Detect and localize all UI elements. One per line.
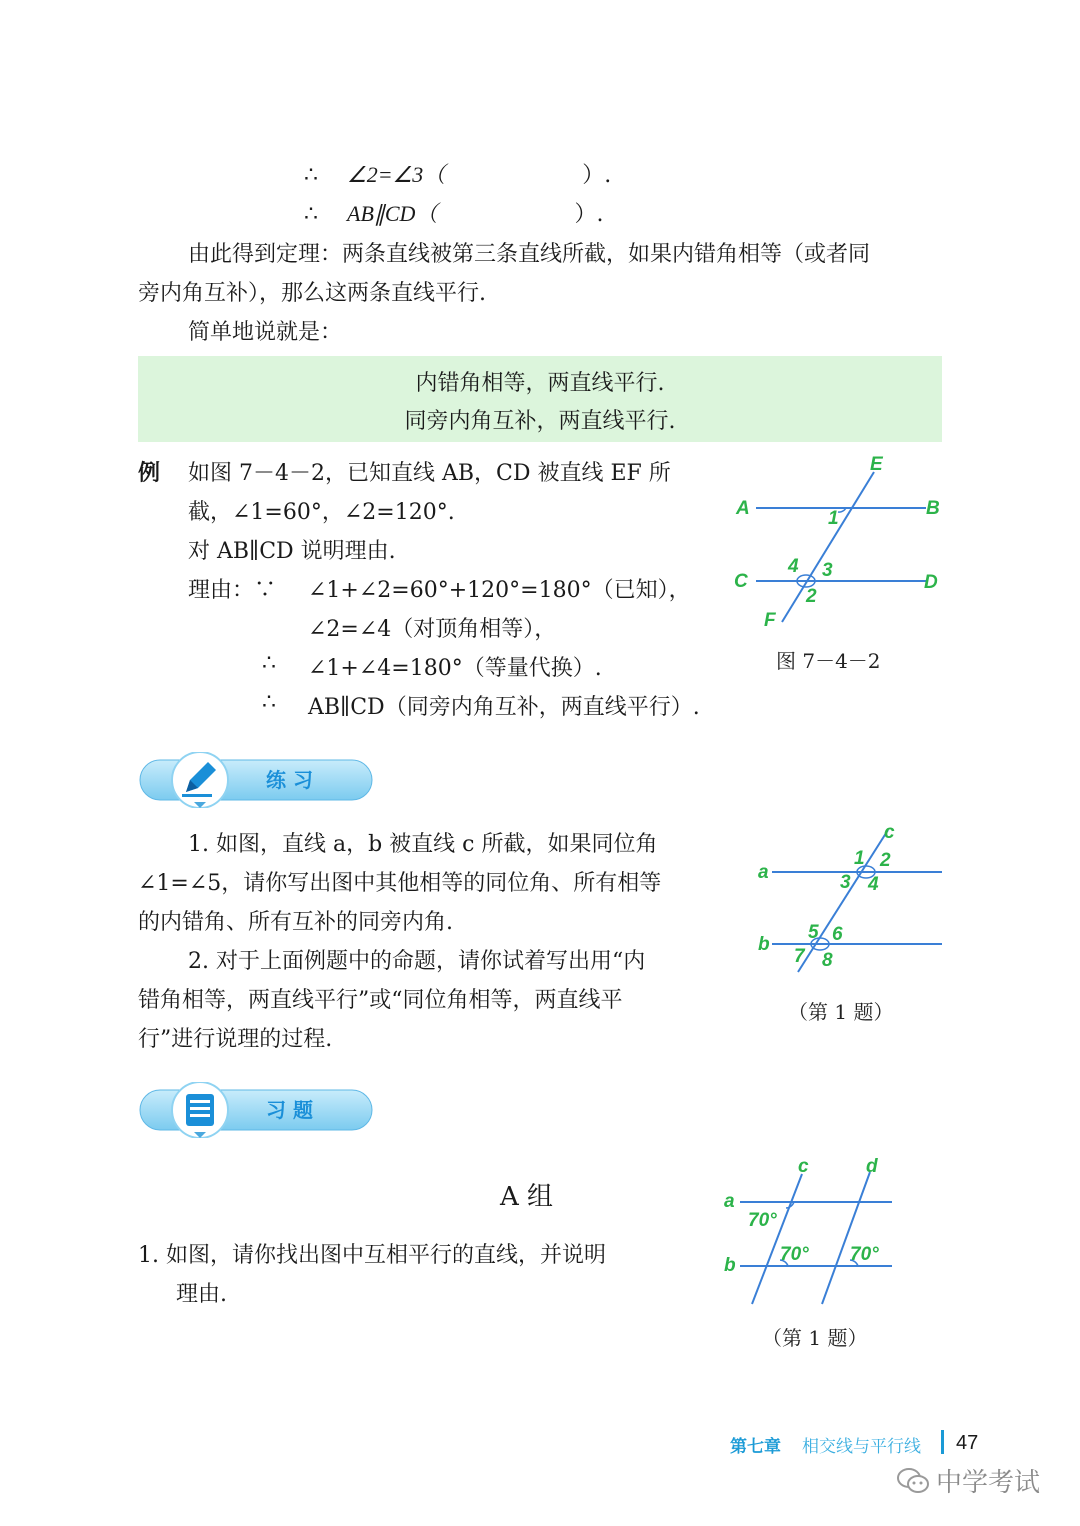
group-heading: A 组 — [500, 1182, 554, 1212]
label-E: E — [870, 454, 883, 475]
watermark — [896, 1462, 1040, 1499]
angle-label-6: 6 — [832, 924, 843, 945]
label-a: a — [758, 862, 769, 883]
practice-figure — [752, 820, 952, 980]
angle-label-7: 7 — [794, 946, 805, 967]
theorem-line-2: 旁内角互补），那么这两条直线平行. — [138, 281, 486, 306]
footer-chapter-title: 相交线与平行线 — [802, 1437, 921, 1457]
label-C: C — [734, 571, 748, 592]
reason-line-1: ∠1+∠2=60°+120°=180°（已知）， — [308, 578, 691, 603]
angle-label-2: 2 — [880, 850, 891, 871]
exercise-q1-line-2: 理由. — [176, 1282, 227, 1307]
practice-q1-line-3: 的内错角、所有互补的同旁内角. — [138, 910, 453, 935]
reason-line-3: ∠1+∠4=180°（等量代换）. — [308, 656, 602, 681]
angle-label-70-c: 70° — [850, 1244, 879, 1265]
label-d: d — [866, 1156, 878, 1177]
label-c: c — [884, 822, 895, 843]
angle-label-1: 1 — [828, 508, 839, 529]
theorem-line-1: 由此得到定理：两条直线被第三条直线所截，如果内错角相等（或者同 — [188, 242, 871, 267]
angle-label-4: 4 — [788, 556, 799, 577]
therefore-symbol: ∴ — [304, 163, 318, 188]
proof-line-2 — [304, 197, 603, 228]
figure-caption: 图 7－4－2 — [776, 649, 881, 673]
exercise-figure-caption: （第 1 题） — [762, 1326, 868, 1350]
label-a: a — [724, 1191, 735, 1212]
proof-end: ）. — [582, 163, 612, 188]
example-label: 例 — [138, 461, 161, 486]
angle-label-3: 3 — [822, 560, 833, 581]
angle-label-5: 5 — [808, 922, 819, 943]
label-D: D — [924, 572, 938, 593]
exercise-q1-line-1: 1. 如图，请你找出图中互相平行的直线，并说明 — [138, 1243, 606, 1268]
exercise-figure — [718, 1156, 908, 1316]
figure-7-4-2 — [730, 450, 950, 640]
example-line-2: 截，∠1=60°，∠2=120°. — [188, 500, 455, 525]
label-c: c — [798, 1156, 809, 1177]
exercises-badge-label: 习 题 — [266, 1098, 313, 1122]
practice-badge-label: 练 习 — [266, 768, 313, 792]
reason-line-4: AB∥CD（同旁内角互补，两直线平行）. — [308, 695, 700, 720]
example-line-1: 如图 7－4－2，已知直线 AB，CD 被直线 EF 所 — [188, 461, 671, 486]
exercises-badge — [138, 1082, 374, 1138]
theorem-simply: 简单地说就是： — [188, 320, 343, 345]
notebook-icon — [186, 1094, 214, 1126]
label-F: F — [764, 610, 776, 631]
angle-label-2: 2 — [806, 586, 817, 607]
highlight-line-1: 内错角相等，两直线平行. — [415, 371, 665, 396]
therefore-symbol: ∴ — [304, 202, 318, 227]
proof-expression: AB∥CD（ — [347, 201, 438, 226]
angle-label-70-a: 70° — [748, 1210, 777, 1231]
angle-label-8: 8 — [822, 950, 833, 971]
practice-q2-line-2: 错角相等，两直线平行”或“同位角相等，两直线平 — [138, 988, 623, 1013]
angle-label-1: 1 — [854, 848, 865, 869]
chat-icon — [896, 1466, 930, 1496]
practice-badge — [138, 752, 374, 808]
label-b: b — [724, 1255, 736, 1276]
proof-expression: ∠2=∠3（ — [347, 162, 446, 187]
example-line-3: 对 AB∥CD 说明理由. — [188, 539, 396, 564]
highlight-line-2: 同旁内角互补，两直线平行. — [404, 409, 676, 434]
angle-label-4: 4 — [868, 874, 879, 895]
reason-label: 理由：∵ — [188, 578, 277, 603]
label-B: B — [926, 498, 940, 519]
practice-q1-line-2: ∠1=∠5，请你写出图中其他相等的同位角、所有相等 — [138, 871, 662, 896]
page-footer — [730, 1432, 921, 1458]
practice-q1-line-1: 1. 如图，直线 a，b 被直线 c 所截，如果同位角 — [188, 832, 658, 857]
watermark-text: 中学考试 — [936, 1468, 1041, 1498]
proof-line-1 — [304, 158, 611, 189]
therefore-symbol: ∴ — [262, 690, 276, 715]
therefore-symbol: ∴ — [262, 651, 276, 676]
proof-end: ）. — [574, 202, 604, 227]
practice-figure-caption: （第 1 题） — [788, 1000, 894, 1024]
practice-q2-line-3: 行”进行说理的过程. — [138, 1027, 333, 1052]
reason-line-2: ∠2=∠4（对顶角相等）， — [308, 617, 557, 642]
footer-chapter: 第七章 — [730, 1437, 781, 1457]
page-number: 47 — [956, 1432, 979, 1454]
footer-divider — [941, 1430, 944, 1454]
label-A: A — [736, 498, 750, 519]
theorem-highlight-box — [138, 356, 942, 442]
practice-q2-line-1: 2. 对于上面例题中的命题，请你试着写出用“内 — [188, 949, 646, 974]
angle-label-70-b: 70° — [780, 1244, 809, 1265]
angle-label-3: 3 — [840, 872, 851, 893]
label-b: b — [758, 934, 770, 955]
